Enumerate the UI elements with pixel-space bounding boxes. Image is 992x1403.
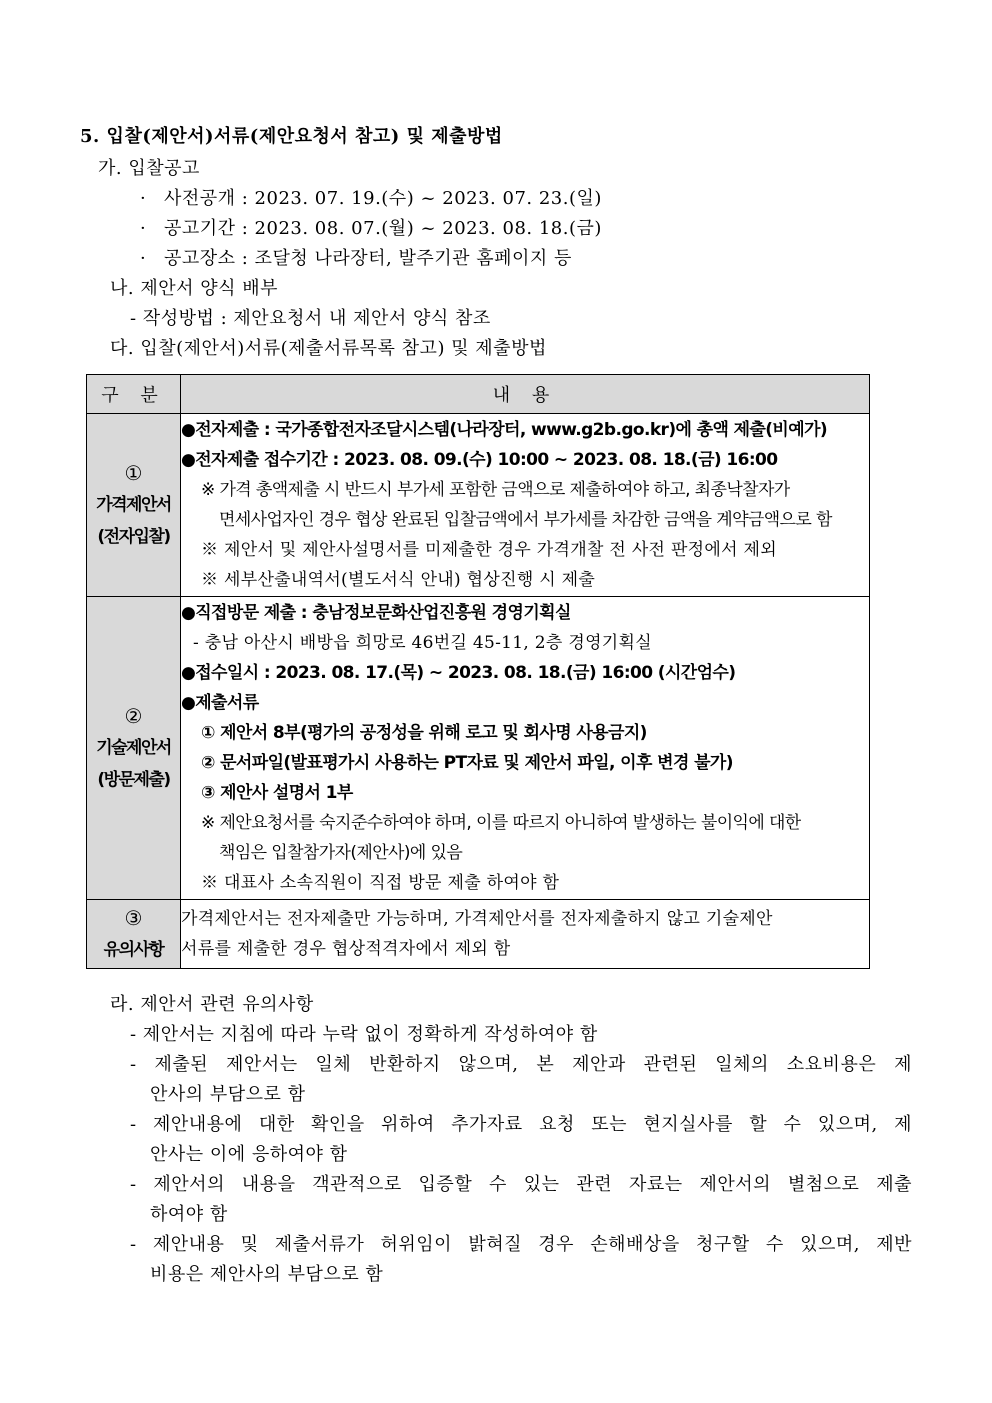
subsection-da-label: 다. 입찰(제안서)서류(제출서류목록 참고) 및 제출방법 xyxy=(110,338,547,359)
row-label-notes: ③ 유의사항 xyxy=(87,900,181,969)
subsection-ga-label: 가. 입찰공고 xyxy=(98,158,200,179)
header-category: 구 분 xyxy=(87,375,181,414)
table-row xyxy=(87,900,870,969)
row-content-notes: 가격제안서는 전자제출만 가능하며, 가격제안서를 전자제출하지 않고 기술제안 서류를 제출한 경우 협상적격자에서 제외 함 xyxy=(181,900,870,969)
list-item: - 제안서의 내용을 객관적으로 입증할 수 있는 관련 자료는 제안서의 별첨으로 제출 xyxy=(130,1174,912,1195)
table-row xyxy=(87,597,870,900)
bullet-dot-icon: · xyxy=(140,188,147,209)
header-content: 내 용 xyxy=(181,375,870,414)
bullet-dot-icon: · xyxy=(140,218,147,239)
table-header-row xyxy=(87,375,870,414)
table-row xyxy=(87,414,870,597)
submission-table xyxy=(86,374,870,969)
row-label-technical-proposal: ② 기술제안서 (방문제출) xyxy=(87,597,181,900)
list-item: · 사전공개 : 2023. 07. 19.(수) ~ 2023. 07. 23.(일) xyxy=(140,188,602,209)
subsection-ra-label: 라. 제안서 관련 유의사항 xyxy=(110,994,314,1015)
row-content-price-proposal: ●전자제출 : 국가종합전자조달시스템(나라장터, www.g2b.go.kr)에 총액 제출(비예가) ●전자제출 접수기간 : 2023. 08. 09.(수) 10:00 ~ 2023. 08. 18.(금) 16:00 ※ 가격 총액제출 시 반드시 부가세 포함한 금액으로 제출하여야 하고, 최종낙찰자가 면세사업자인 경우 협상 완료된 입찰금액에서 부가세를 차감한 금액을 계약금액으로 함 ※ 제안서 및 제안사설명서를 미제출한 경우 가격개찰 전 사전 판정에서 제외 ※ 세부산출내역서(별도서식 안내) 협상진행 시 제출 xyxy=(181,414,870,597)
section-title: 5. 입찰(제안서)서류(제안요청서 참고) 및 제출방법 xyxy=(80,126,503,147)
list-item: · 공고장소 : 조달청 나라장터, 발주기관 홈페이지 등 xyxy=(140,248,572,269)
list-item: · 공고기간 : 2023. 08. 07.(월) ~ 2023. 08. 18.(금) xyxy=(140,218,602,239)
list-item: - 제출된 제안서는 일체 반환하지 않으며, 본 제안과 관련된 일체의 소요비용은 제 xyxy=(130,1054,912,1075)
list-item: - 제안내용 및 제출서류가 허위임이 밝혀질 경우 손해배상을 청구할 수 있으며, 제반 xyxy=(130,1234,912,1255)
list-item: - 작성방법 : 제안요청서 내 제안서 양식 참조 xyxy=(130,308,491,329)
list-item-continuation: 비용은 제안사의 부담으로 함 xyxy=(150,1264,384,1285)
list-item: - 제안서는 지침에 따라 누락 없이 정확하게 작성하여야 함 xyxy=(130,1024,598,1045)
subsection-na-label: 나. 제안서 양식 배부 xyxy=(110,278,278,299)
row-label-price-proposal: ① 가격제안서 (전자입찰) xyxy=(87,414,181,597)
row-content-technical-proposal: ●직접방문 제출 : 충남정보문화산업진흥원 경영기획실 - 충남 아산시 배방읍 희망로 46번길 45-11, 2층 경영기획실 ●접수일시 : 2023. 08. 17.(목) ~ 2023. 08. 18.(금) 16:00 (시간엄수) ●제출서류 ① 제안서 8부(평가의 공정성을 위해 로고 및 회사명 사용금지) ② 문서파일(발표평가시 사용하는 PT자료 및 제안서 파일, 이후 변경 불가) ③ 제안사 설명서 1부 ※ 제안요청서를 숙지준수하여야 하며, 이를 따르지 아니하여 발생하는 불이익에 대한 책임은 입찰참가자(제안사)에 있음 ※ 대표사 소속직원이 직접 방문 제출 하여야 함 xyxy=(181,597,870,900)
list-item-continuation: 하여야 함 xyxy=(150,1204,228,1225)
list-item-continuation: 안사의 부담으로 함 xyxy=(150,1084,306,1105)
bullet-dot-icon: · xyxy=(140,248,147,269)
list-item: - 제안내용에 대한 확인을 위하여 추가자료 요청 또는 현지실사를 할 수 있으며, 제 xyxy=(130,1114,912,1135)
list-item-continuation: 안사는 이에 응하여야 함 xyxy=(150,1144,348,1165)
